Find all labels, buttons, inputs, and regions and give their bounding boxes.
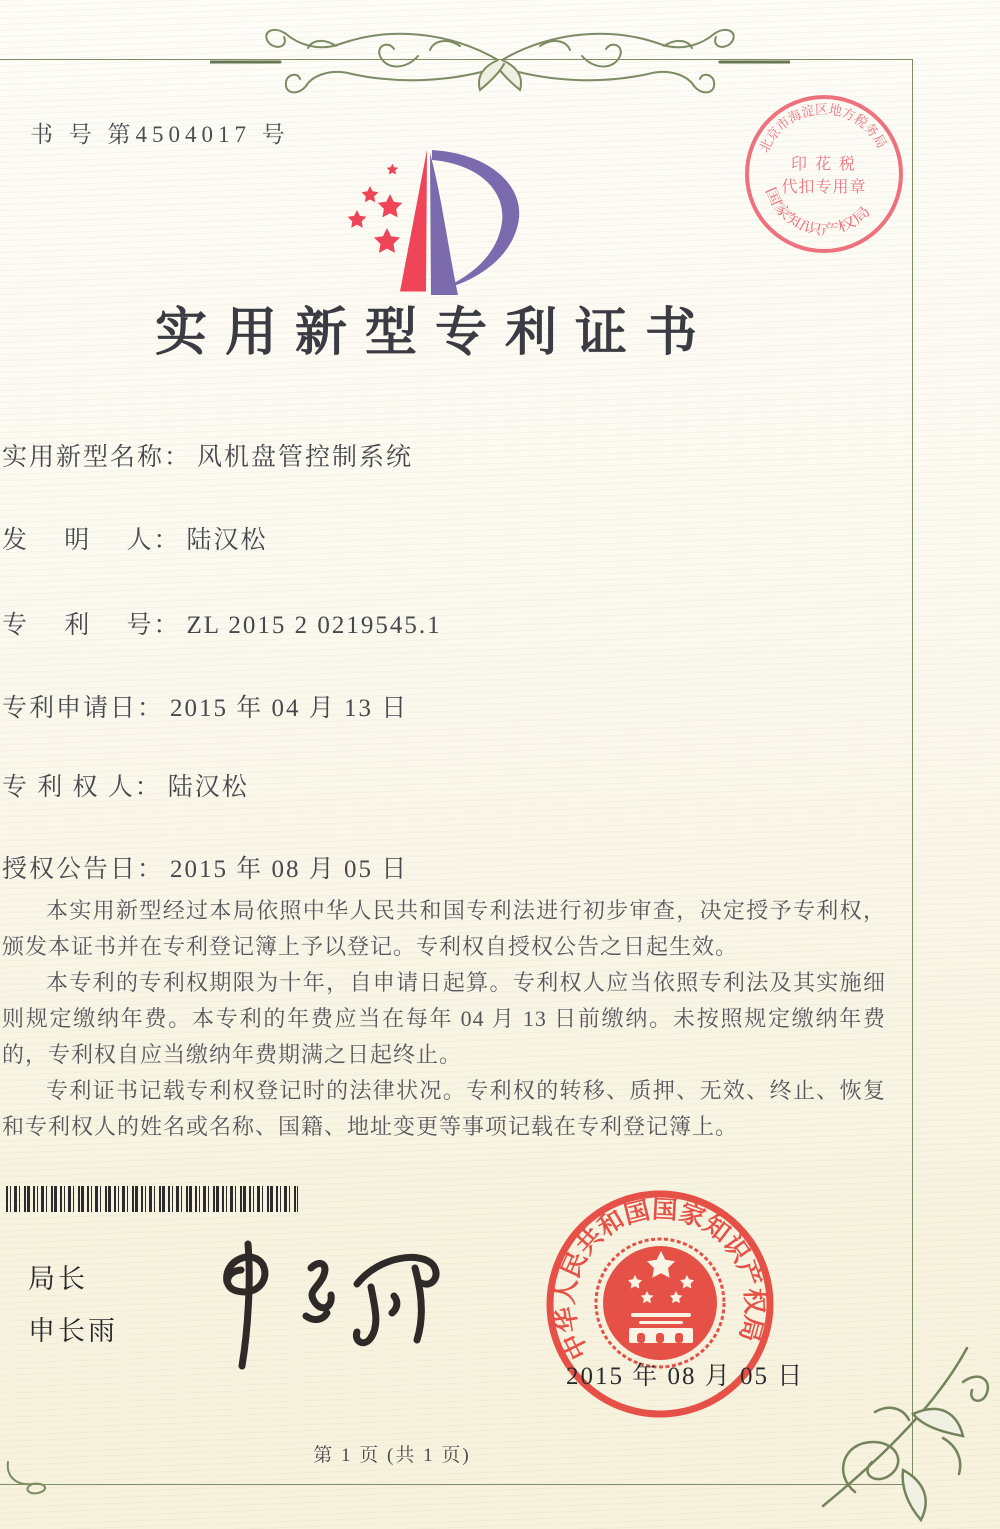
svg-text:北京市海淀区地方税务局 [756, 101, 889, 155]
field-label: 专利申请日： [2, 695, 165, 722]
legal-paragraph-2: 本专利的专利权期限为十年，自申请日起算。专利权人应当依照专利法及其实施细则规定缴纳年费。本专利的年费应当在每年 04 月 13 日前缴纳。未按照规定缴纳年费的，专利权自应当缴纳年费期满之日起终止。 [2, 970, 886, 1067]
legal-text-block [2, 893, 886, 1145]
field-utility-model-name [2, 437, 413, 473]
certificate-barcode [6, 1186, 298, 1212]
national-emblem-icon [596, 1239, 724, 1367]
field-value: 风机盘管控制系统 [197, 444, 414, 471]
field-value: 2015 年 08 月 05 日 [170, 856, 409, 883]
tax-stamp-center-line2: 代扣专用章 [781, 179, 867, 196]
field-patent-number [2, 605, 442, 641]
seal-ring-text: 中华人民共和国国家知识产权局 [552, 1196, 768, 1364]
field-value: ZL 2015 2 0219545.1 [186, 612, 442, 639]
field-value: 陆汉松 [167, 774, 249, 801]
field-label: 发 明 人： [2, 527, 181, 554]
commissioner-title-label: 局长 [28, 1264, 88, 1294]
legal-paragraph-1: 本实用新型经过本局依照中华人民共和国专利法进行初步审查，决定授予专利权，颁发本证书并在专利登记簿上予以登记。专利权自授权公告之日起生效。 [2, 898, 886, 959]
field-value: 2015 年 04 月 13 日 [170, 695, 409, 722]
field-label: 实用新型名称： [2, 444, 192, 471]
field-patentee [2, 767, 249, 803]
field-value: 陆汉松 [186, 527, 268, 554]
tax-stamp-arc-top-text: 北京市海淀区地方税务局 [756, 101, 890, 155]
top-border-ornament-icon [210, 16, 790, 102]
certificate-title: 实用新型专利证书 [154, 305, 715, 362]
commissioner-name-label: 申长雨 [28, 1316, 118, 1346]
bottom-right-corner-ornament-icon [815, 1342, 1000, 1529]
field-grant-publication-date [2, 849, 408, 885]
legal-paragraph-3: 专利证书记载专利权登记时的法律状况。专利权的转移、质押、无效、终止、恢复和专利权人的姓名或名称、国籍、地址变更等事项记载在专利登记簿上。 [2, 1078, 886, 1139]
patent-office-logo-icon [330, 138, 580, 303]
tax-stamp-center-line1: 印 花 税 [790, 156, 858, 173]
tax-stamp-arc-bottom-text: 国家知识产权局 [761, 185, 871, 239]
commissioner-handwritten-signature [175, 1238, 455, 1376]
certificate-book-number: 书 号 第4504017 号 [30, 122, 290, 147]
field-inventor [2, 520, 268, 556]
field-label: 授权公告日： [2, 856, 165, 883]
field-filing-date [2, 688, 408, 724]
field-label: 专 利 权 人： [2, 774, 162, 801]
field-label: 专 利 号： [2, 612, 181, 639]
tax-revenue-stamp [740, 88, 912, 264]
page-number-footer: 第 1 页 (共 1 页) [313, 1445, 471, 1466]
grant-date-stamp: 2015 年 08 月 05 日 [566, 1363, 805, 1390]
